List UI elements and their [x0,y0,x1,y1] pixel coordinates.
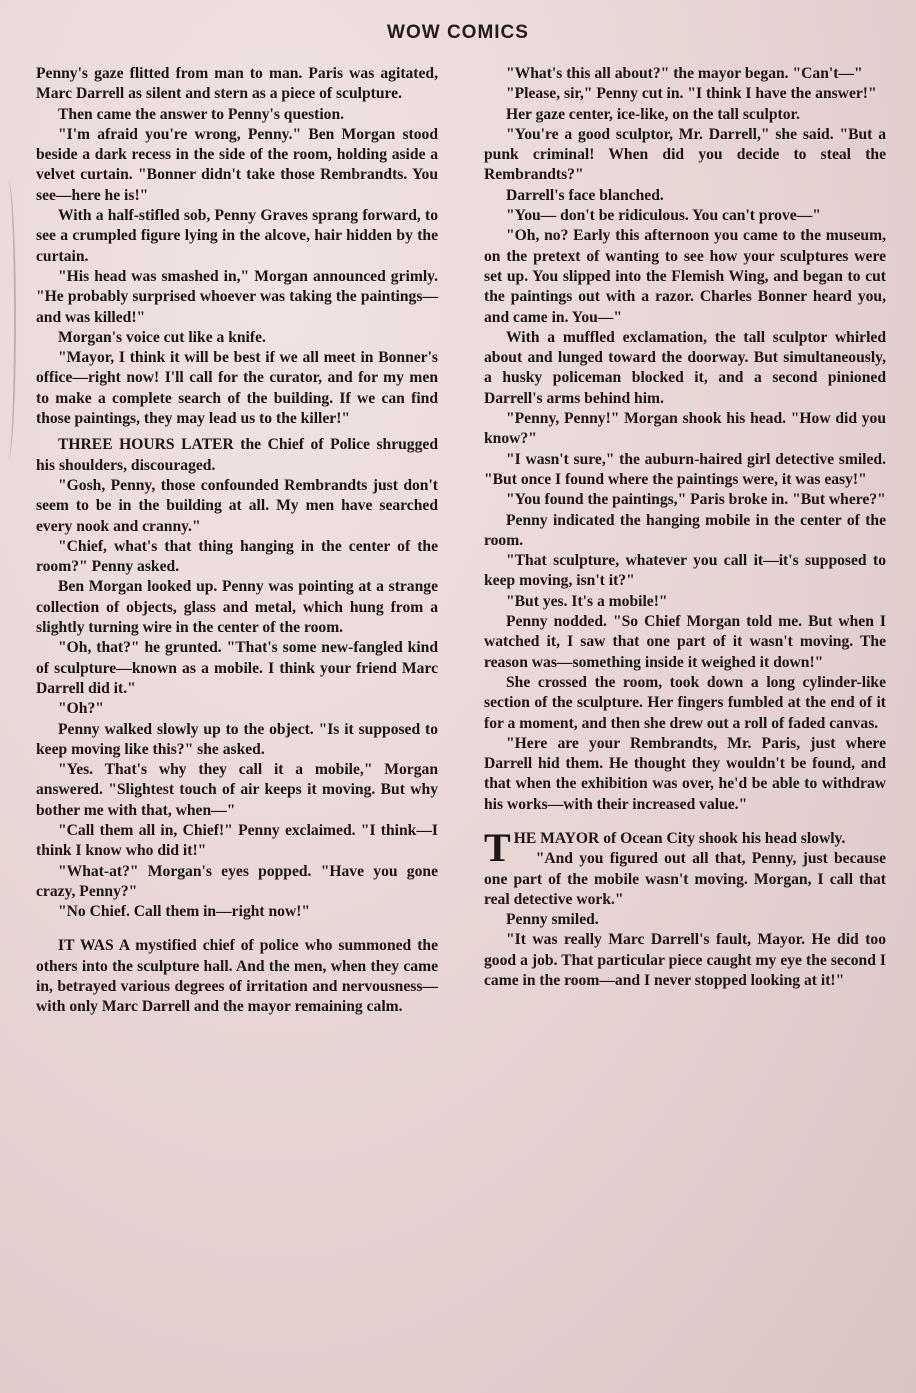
paragraph: Penny nodded. "So Chief Morgan told me. But when I watched it, I saw that one part of it wasn't moving. The reason was—something inside it weighed it down!" [484,613,886,671]
paragraph: "No Chief. Call them in—right now!" [58,903,311,921]
paragraph: With a muffled exclamation, the tall sculptor whirled about and lunged toward the doorway. But simultaneously, a husky policeman blocked it, and a second pinioned Darrell's arms behind him. [484,328,886,407]
paragraph: "Mayor, I think it will be best if we all meet in Bonner's office—right now! I'll call for the curator, and for my men to make a complete search of the building. If we can find those paintings, they may lead us to the killer!" [36,349,438,428]
section-paragraph-three-hours: THREE HOURS LATER the Chief of Police shrugged his shoulders, discouraged. [36,436,438,474]
paragraph: "I'm afraid you're wrong, Penny." Ben Morgan stood beside a dark recess in the side of the room, holding aside a velvet curtain. "Bonner didn't take those Rembrandts. You see—here he is!" [36,125,438,204]
paragraph: "You're a good sculptor, Mr. Darrell," she said. "But a punk criminal! When did you decide to steal the Rembrandts?" [484,125,886,184]
paragraph: Penny indicated the hanging mobile in the center of the room. [484,511,886,549]
paragraph: "Oh?" [58,700,104,718]
paragraph: "Oh, no? Early this afternoon you came to the museum, on the pretext of wanting to see how your sculptures were set up. You slipped into the Flemish Wing, and began to cut the paintings out with a razor. Charles Bonner heard you, and came in. You—" [484,227,886,326]
paragraph: "You— don't be ridiculous. You can't prove—" [506,207,821,225]
paragraph: Penny walked slowly up to the object. "Is it supposed to keep moving like this?" she asked. [36,720,438,758]
paragraph: Her gaze center, ice-like, on the tall sculptor. [506,105,800,123]
page-header: WOW COMICS [387,22,529,43]
left-text-column [36,64,438,1374]
paragraph: Morgan's voice cut like a knife. [58,328,266,346]
paragraph: "You found the paintings," Paris broke in. "But where?" [506,491,886,509]
paragraph: Ben Morgan looked up. Penny was pointing at a strange collection of objects, glass and metal, which hung from a slightly turning wire in the center of the room. [36,578,438,637]
paragraph: "Penny, Penny!" Morgan shook his head. "How did you know?" [484,410,886,448]
paragraph: Then came the answer to Penny's question. [58,105,345,123]
paragraph: "What-at?" Morgan's eyes popped. "Have you gone crazy, Penny?" [36,862,438,900]
paragraph: "Chief, what's that thing hanging in the center of the room?" Penny asked. [36,537,438,576]
paragraph: She crossed the room, took down a long cylinder-like section of the sculpture. Her fingers fumbled at the end of it for a moment, and then she drew out a roll of faded canvas. [484,673,886,732]
paragraph: "But yes. It's a mobile!" [506,592,668,610]
mayor-paragraph-text: HE MAYOR of Ocean City shook his head slowly. [513,829,846,847]
paragraph: "His head was smashed in," Morgan announced grimly. "He probably surprised whoever was taking the paintings—and was killed!" [36,267,438,326]
paragraph: "Please, sir," Penny cut in. "I think I have the answer!" [506,85,877,103]
page-edge-stain [0,180,16,460]
section-paragraph-it-was: IT WAS A mystified chief of police who summoned the others into the sculpture hall. And the men, when they came in, betrayed various degrees of irritation and nervousness—with only Marc Darrell and the mayor remaining calm. [36,937,438,1016]
paragraph: "It was really Marc Darrell's fault, Mayor. He did too good a job. That particular piece caught my eye the second I came in the room—and I never stopped looking at it!" [484,931,886,990]
right-text-column [484,64,886,1374]
paragraph: "Yes. That's why they call it a mobile," Morgan answered. "Slightest touch of air keeps it moving. But why bother me with that, when—" [36,761,438,819]
paragraph: "Oh, that?" he grunted. "That's some new-fangled kind of sculpture—known as a mobile. I think your friend Marc Darrell did it." [36,639,438,697]
paragraph: "And you figured out all that, Penny, just because one part of the mobile wasn't moving. Morgan, I call that real detective work." [484,850,886,908]
paragraph: Darrell's face blanched. [506,186,664,204]
paragraph: "Gosh, Penny, those confounded Rembrandts just don't seem to be in the building at all. My men have searched every nook and cranny." [36,476,438,535]
paragraph: "That sculpture, whatever you call it—it's supposed to keep moving, isn't it?" [484,552,886,590]
paragraph: "Here are your Rembrandts, Mr. Paris, just where Darrell hid them. He thought they wouldn't be found, and that when the exhibition was over, he'd be able to withdraw his works—with their increased value." [484,734,886,813]
paragraph: "Call them all in, Chief!" Penny exclaimed. "I think—I think I know who did it!" [36,821,438,860]
drop-cap: T [484,824,511,870]
paragraph: Penny smiled. [506,911,599,929]
paragraph: Penny's gaze flitted from man to man. Paris was agitated, Marc Darrell as silent and stern as a piece of sculpture. [36,65,438,103]
paragraph: "I wasn't sure," the auburn-haired girl detective smiled. "But once I found where the paintings were, it was easy!" [484,450,886,488]
paragraph: With a half-stifled sob, Penny Graves sprang forward, to see a crumpled figure lying in the alcove, hair hidden by the curtain. [36,207,438,265]
section-paragraph-mayor [484,824,886,870]
paragraph: "What's this all about?" the mayor began. "Can't—" [506,65,863,82]
